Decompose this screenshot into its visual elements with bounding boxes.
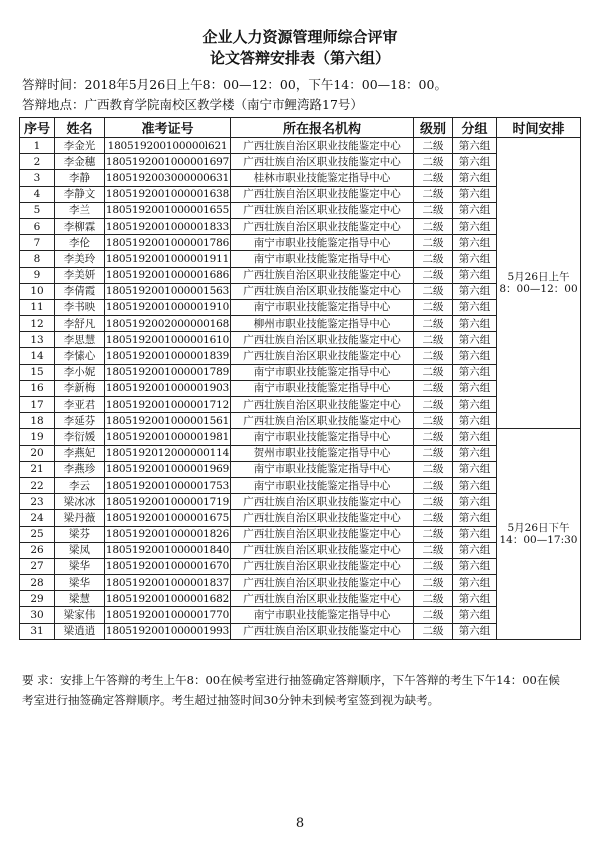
- seq-cell: 15: [20, 364, 55, 380]
- group-cell: 第六组: [453, 170, 497, 186]
- level-cell: 二级: [414, 170, 453, 186]
- exam-id-cell: 1805192001000001686: [105, 267, 231, 283]
- exam-id-cell: 1805192001000001910: [105, 299, 231, 315]
- exam-id-cell: 1805192001000001753: [105, 477, 231, 493]
- name-cell: 梁逍逍: [55, 623, 105, 639]
- institution-cell: 南宁市职业技能鉴定指导中心: [231, 607, 414, 623]
- time-slot-cell: [497, 429, 581, 639]
- header-cell: 分组: [453, 118, 497, 138]
- seq-cell: 16: [20, 380, 55, 396]
- name-cell: 李延芬: [55, 413, 105, 429]
- group-cell: 第六组: [453, 575, 497, 591]
- level-cell: 二级: [414, 607, 453, 623]
- requirements-note: [22, 670, 578, 710]
- level-cell: 二级: [414, 477, 453, 493]
- exam-id-cell: 1805192003000000631: [105, 170, 231, 186]
- institution-cell: 广西壮族自治区职业技能鉴定中心: [231, 202, 414, 218]
- level-cell: 二级: [414, 380, 453, 396]
- group-cell: 第六组: [453, 413, 497, 429]
- exam-id-cell: 1805192001000001719: [105, 494, 231, 510]
- seq-cell: 11: [20, 299, 55, 315]
- name-cell: 李云: [55, 477, 105, 493]
- exam-id-cell: 1805192012000000114: [105, 445, 231, 461]
- group-cell: 第六组: [453, 251, 497, 267]
- group-cell: 第六组: [453, 607, 497, 623]
- seq-cell: 22: [20, 477, 55, 493]
- group-cell: 第六组: [453, 316, 497, 332]
- level-cell: 二级: [414, 138, 453, 154]
- institution-cell: 广西壮族自治区职业技能鉴定中心: [231, 494, 414, 510]
- institution-cell: 广西壮族自治区职业技能鉴定中心: [231, 348, 414, 364]
- group-cell: 第六组: [453, 558, 497, 574]
- institution-cell: 南宁市职业技能鉴定指导中心: [231, 477, 414, 493]
- institution-cell: 广西壮族自治区职业技能鉴定中心: [231, 218, 414, 234]
- institution-cell: 广西壮族自治区职业技能鉴定中心: [231, 526, 414, 542]
- name-cell: 李静文: [55, 186, 105, 202]
- seq-cell: 18: [20, 413, 55, 429]
- seq-cell: 3: [20, 170, 55, 186]
- table-row: [20, 235, 581, 251]
- exam-id-cell: 1805192001000001840: [105, 542, 231, 558]
- level-cell: 二级: [414, 348, 453, 364]
- name-cell: 李金光: [55, 138, 105, 154]
- table-row: [20, 332, 581, 348]
- group-cell: 第六组: [453, 154, 497, 170]
- name-cell: 李新梅: [55, 380, 105, 396]
- seq-cell: 12: [20, 316, 55, 332]
- group-cell: 第六组: [453, 477, 497, 493]
- name-cell: 李舒凡: [55, 316, 105, 332]
- table-row: [20, 364, 581, 380]
- level-cell: 二级: [414, 267, 453, 283]
- exam-id-cell: 1805192001000001655: [105, 202, 231, 218]
- exam-id-cell: 1805192001000001697: [105, 154, 231, 170]
- table-row: [20, 348, 581, 364]
- group-cell: 第六组: [453, 299, 497, 315]
- table-row: [20, 461, 581, 477]
- table-row: [20, 477, 581, 493]
- group-cell: 第六组: [453, 494, 497, 510]
- name-cell: 李愫心: [55, 348, 105, 364]
- table-row: [20, 494, 581, 510]
- level-cell: 二级: [414, 542, 453, 558]
- group-cell: 第六组: [453, 186, 497, 202]
- exam-id-cell: 1805192001000001712: [105, 397, 231, 413]
- seq-cell: 8: [20, 251, 55, 267]
- seq-cell: 29: [20, 591, 55, 607]
- level-cell: 二级: [414, 218, 453, 234]
- name-cell: 李衍媛: [55, 429, 105, 445]
- table-row: [20, 526, 581, 542]
- name-cell: 李柳霖: [55, 218, 105, 234]
- name-cell: 李美玲: [55, 251, 105, 267]
- seq-cell: 26: [20, 542, 55, 558]
- header-cell: 时间安排: [497, 118, 581, 138]
- name-cell: 梁冰冰: [55, 494, 105, 510]
- exam-id-cell: 1805192001000001833: [105, 218, 231, 234]
- institution-cell: 广西壮族自治区职业技能鉴定中心: [231, 413, 414, 429]
- document-title: 企业人力资源管理师综合评审: [202, 28, 398, 46]
- seq-cell: 28: [20, 575, 55, 591]
- table-row: [20, 251, 581, 267]
- institution-cell: 柳州市职业技能鉴定指导中心: [231, 316, 414, 332]
- exam-id-cell: 1805192001000001770: [105, 607, 231, 623]
- level-cell: 二级: [414, 510, 453, 526]
- institution-cell: 广西壮族自治区职业技能鉴定中心: [231, 542, 414, 558]
- table-row: [20, 316, 581, 332]
- group-cell: 第六组: [453, 397, 497, 413]
- group-cell: 第六组: [453, 623, 497, 639]
- time-slot-date: 5月26日上午: [507, 271, 570, 284]
- group-cell: 第六组: [453, 445, 497, 461]
- table-header-row: [20, 118, 581, 138]
- institution-cell: 广西壮族自治区职业技能鉴定中心: [231, 623, 414, 639]
- seq-cell: 21: [20, 461, 55, 477]
- level-cell: 二级: [414, 591, 453, 607]
- level-cell: 二级: [414, 429, 453, 445]
- table-row: [20, 186, 581, 202]
- level-cell: 二级: [414, 202, 453, 218]
- table-row: [20, 299, 581, 315]
- time-slot-hours: 8：00—12：00: [499, 283, 578, 296]
- table-row: [20, 267, 581, 283]
- group-cell: 第六组: [453, 510, 497, 526]
- table-row: [20, 623, 581, 639]
- table-row: [20, 591, 581, 607]
- note-line: 要 求：安排上午答辩的考生上午8：00在候考室进行抽签确定答辩顺序，下午答辩的考生下午14：00在候: [22, 673, 560, 687]
- name-cell: 李亚君: [55, 397, 105, 413]
- exam-id-cell: 180519200100000l621: [105, 138, 231, 154]
- table-row: [20, 575, 581, 591]
- level-cell: 二级: [414, 623, 453, 639]
- name-cell: 梁家伟: [55, 607, 105, 623]
- level-cell: 二级: [414, 575, 453, 591]
- table-row: [20, 283, 581, 299]
- institution-cell: 桂林市职业技能鉴定指导中心: [231, 170, 414, 186]
- seq-cell: 4: [20, 186, 55, 202]
- group-cell: 第六组: [453, 461, 497, 477]
- institution-cell: 广西壮族自治区职业技能鉴定中心: [231, 267, 414, 283]
- group-cell: 第六组: [453, 283, 497, 299]
- header-cell: 级别: [414, 118, 453, 138]
- table-row: [20, 558, 581, 574]
- exam-id-cell: 1805192001000001563: [105, 283, 231, 299]
- seq-cell: 2: [20, 154, 55, 170]
- institution-cell: 南宁市职业技能鉴定指导中心: [231, 235, 414, 251]
- name-cell: 李兰: [55, 202, 105, 218]
- table-row: [20, 170, 581, 186]
- name-cell: 梁华: [55, 558, 105, 574]
- group-cell: 第六组: [453, 138, 497, 154]
- group-cell: 第六组: [453, 332, 497, 348]
- institution-cell: 广西壮族自治区职业技能鉴定中心: [231, 510, 414, 526]
- seq-cell: 1: [20, 138, 55, 154]
- seq-cell: 9: [20, 267, 55, 283]
- exam-id-cell: 1805192001000001610: [105, 332, 231, 348]
- table-row: [20, 202, 581, 218]
- header-cell: 所在报名机构: [231, 118, 414, 138]
- level-cell: 二级: [414, 235, 453, 251]
- institution-cell: 南宁市职业技能鉴定指导中心: [231, 364, 414, 380]
- group-cell: 第六组: [453, 267, 497, 283]
- seq-cell: 10: [20, 283, 55, 299]
- level-cell: 二级: [414, 526, 453, 542]
- page-number: 8: [295, 816, 305, 831]
- name-cell: 李倩霞: [55, 283, 105, 299]
- document-subtitle: 论文答辩安排表（第六组）: [209, 49, 390, 67]
- level-cell: 二级: [414, 397, 453, 413]
- institution-cell: 南宁市职业技能鉴定指导中心: [231, 429, 414, 445]
- table-row: [20, 397, 581, 413]
- level-cell: 二级: [414, 364, 453, 380]
- exam-id-cell: 1805192001000001837: [105, 575, 231, 591]
- table-row: [20, 542, 581, 558]
- level-cell: 二级: [414, 186, 453, 202]
- group-cell: 第六组: [453, 429, 497, 445]
- institution-cell: 广西壮族自治区职业技能鉴定中心: [231, 186, 414, 202]
- note-line: 考室进行抽签确定答辩顺序。考生超过抽签时间30分钟未到候考室签到视为缺考。: [22, 693, 440, 707]
- institution-cell: 广西壮族自治区职业技能鉴定中心: [231, 332, 414, 348]
- exam-id-cell: 1805192001000001981: [105, 429, 231, 445]
- name-cell: 李静: [55, 170, 105, 186]
- institution-cell: 广西壮族自治区职业技能鉴定中心: [231, 591, 414, 607]
- name-cell: 李美妍: [55, 267, 105, 283]
- institution-cell: 广西壮族自治区职业技能鉴定中心: [231, 154, 414, 170]
- seq-cell: 23: [20, 494, 55, 510]
- exam-id-cell: 1805192001000001682: [105, 591, 231, 607]
- institution-cell: 广西壮族自治区职业技能鉴定中心: [231, 138, 414, 154]
- seq-cell: 13: [20, 332, 55, 348]
- name-cell: 梁凤: [55, 542, 105, 558]
- level-cell: 二级: [414, 332, 453, 348]
- institution-cell: 广西壮族自治区职业技能鉴定中心: [231, 283, 414, 299]
- name-cell: 李思慧: [55, 332, 105, 348]
- seq-cell: 7: [20, 235, 55, 251]
- table-row: [20, 607, 581, 623]
- level-cell: 二级: [414, 494, 453, 510]
- time-slot-cell: [497, 138, 581, 429]
- exam-id-cell: 1805192001000001786: [105, 235, 231, 251]
- name-cell: 李燕妃: [55, 445, 105, 461]
- schedule-table: [19, 117, 581, 640]
- institution-cell: 广西壮族自治区职业技能鉴定中心: [231, 575, 414, 591]
- seq-cell: 17: [20, 397, 55, 413]
- time-slot-date: 5月26日下午: [507, 522, 570, 535]
- name-cell: 梁华: [55, 575, 105, 591]
- level-cell: 二级: [414, 461, 453, 477]
- seq-cell: 5: [20, 202, 55, 218]
- group-cell: 第六组: [453, 202, 497, 218]
- level-cell: 二级: [414, 558, 453, 574]
- table-row: [20, 154, 581, 170]
- table-row: [20, 138, 581, 154]
- name-cell: 梁芬: [55, 526, 105, 542]
- institution-cell: 贺州市职业技能鉴定指导中心: [231, 445, 414, 461]
- name-cell: 李燕珍: [55, 461, 105, 477]
- table-row: [20, 380, 581, 396]
- group-cell: 第六组: [453, 364, 497, 380]
- group-cell: 第六组: [453, 542, 497, 558]
- institution-cell: 南宁市职业技能鉴定指导中心: [231, 299, 414, 315]
- level-cell: 二级: [414, 283, 453, 299]
- name-cell: 李小妮: [55, 364, 105, 380]
- exam-id-cell: 1805192001000001903: [105, 380, 231, 396]
- level-cell: 二级: [414, 413, 453, 429]
- defense-place-info: 答辩地点：广西教育学院南校区教学楼（南宁市鲤湾路17号）: [22, 97, 363, 112]
- exam-id-cell: 1805192001000001993: [105, 623, 231, 639]
- seq-cell: 24: [20, 510, 55, 526]
- seq-cell: 25: [20, 526, 55, 542]
- institution-cell: 南宁市职业技能鉴定指导中心: [231, 380, 414, 396]
- exam-id-cell: 1805192001000001638: [105, 186, 231, 202]
- time-slot-hours: 14：00—17:30: [499, 534, 578, 547]
- seq-cell: 19: [20, 429, 55, 445]
- table-row: [20, 445, 581, 461]
- seq-cell: 20: [20, 445, 55, 461]
- exam-id-cell: 1805192001000001911: [105, 251, 231, 267]
- level-cell: 二级: [414, 445, 453, 461]
- group-cell: 第六组: [453, 348, 497, 364]
- name-cell: 李伦: [55, 235, 105, 251]
- table-row: [20, 429, 581, 445]
- group-cell: 第六组: [453, 218, 497, 234]
- level-cell: 二级: [414, 316, 453, 332]
- name-cell: 梁慧: [55, 591, 105, 607]
- institution-cell: 南宁市职业技能鉴定指导中心: [231, 461, 414, 477]
- group-cell: 第六组: [453, 591, 497, 607]
- seq-cell: 27: [20, 558, 55, 574]
- seq-cell: 14: [20, 348, 55, 364]
- exam-id-cell: 1805192001000001670: [105, 558, 231, 574]
- level-cell: 二级: [414, 154, 453, 170]
- seq-cell: 30: [20, 607, 55, 623]
- institution-cell: 南宁市职业技能鉴定指导中心: [231, 251, 414, 267]
- exam-id-cell: 1805192001000001675: [105, 510, 231, 526]
- name-cell: 李金穗: [55, 154, 105, 170]
- level-cell: 二级: [414, 299, 453, 315]
- seq-cell: 6: [20, 218, 55, 234]
- exam-id-cell: 1805192001000001839: [105, 348, 231, 364]
- group-cell: 第六组: [453, 380, 497, 396]
- exam-id-cell: 1805192001000001789: [105, 364, 231, 380]
- exam-id-cell: 1805192001000001561: [105, 413, 231, 429]
- group-cell: 第六组: [453, 235, 497, 251]
- table-row: [20, 510, 581, 526]
- exam-id-cell: 1805192002000000168: [105, 316, 231, 332]
- institution-cell: 广西壮族自治区职业技能鉴定中心: [231, 558, 414, 574]
- group-cell: 第六组: [453, 526, 497, 542]
- seq-cell: 31: [20, 623, 55, 639]
- header-cell: 准考证号: [105, 118, 231, 138]
- header-cell: 姓名: [55, 118, 105, 138]
- table-row: [20, 413, 581, 429]
- defense-time-info: 答辩时间：2018年5月26日上午8：00—12：00，下午14：00—18：00。: [22, 77, 447, 92]
- header-cell: 序号: [20, 118, 55, 138]
- exam-id-cell: 1805192001000001826: [105, 526, 231, 542]
- table-row: [20, 218, 581, 234]
- level-cell: 二级: [414, 251, 453, 267]
- name-cell: 李书映: [55, 299, 105, 315]
- name-cell: 梁丹薇: [55, 510, 105, 526]
- table-body: [20, 138, 581, 640]
- exam-id-cell: 1805192001000001969: [105, 461, 231, 477]
- institution-cell: 广西壮族自治区职业技能鉴定中心: [231, 397, 414, 413]
